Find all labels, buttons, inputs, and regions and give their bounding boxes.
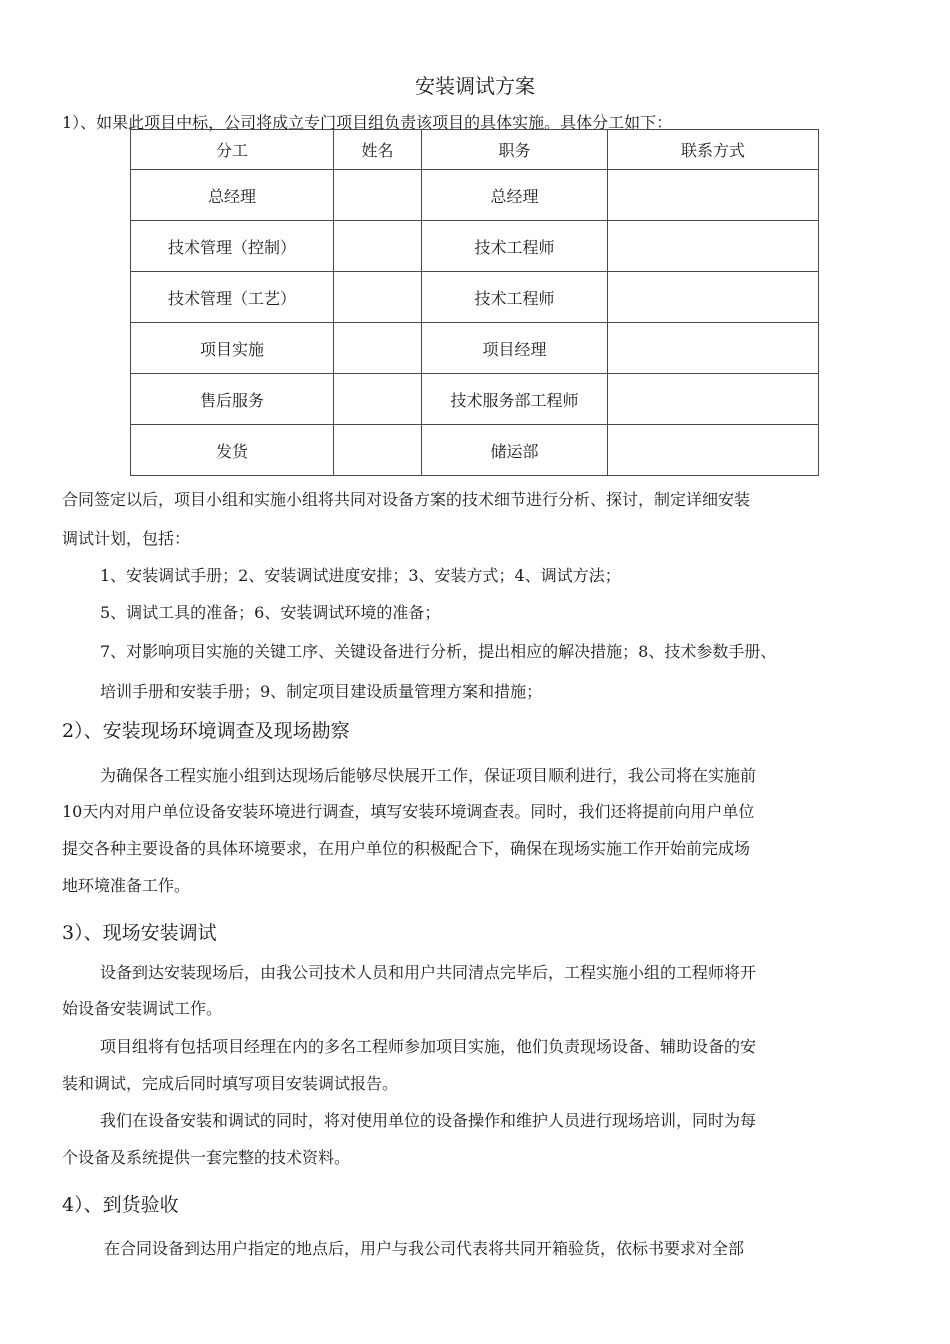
table-row <box>131 374 819 425</box>
header-name: 姓名 <box>334 130 422 170</box>
cell-name <box>334 323 422 374</box>
list-item: 1、安装调试手册；2、安装调试进度安排；3、安装方式；4、调试方法； <box>100 566 621 585</box>
header-position: 职务 <box>422 130 608 170</box>
body-text-line: 提交各种主要设备的具体环境要求，在用户单位的积极配合下，确保在现场实施工作开始前完成场 <box>62 839 751 858</box>
cell-contact <box>608 374 819 425</box>
cell-name <box>334 374 422 425</box>
cell-position: 总经理 <box>422 170 608 221</box>
body-text-line: 在合同设备到达用户指定的地点后，用户与我公司代表将共同开箱验货，依标书要求对全部 <box>104 1239 745 1258</box>
cell-name <box>334 221 422 272</box>
cell-division: 总经理 <box>131 170 334 221</box>
staff-table <box>130 129 819 476</box>
cell-division: 技术管理（控制） <box>131 221 334 272</box>
intro-line: 1）、如果此项目中标，公司将成立专门项目组负责该项目的具体实施。具体分工如下： <box>62 113 673 132</box>
cell-contact <box>608 272 819 323</box>
body-text-line: 合同签定以后，项目小组和实施小组将共同对设备方案的技术细节进行分析、探讨，制定详细安装 <box>62 490 751 509</box>
table-row <box>131 221 819 272</box>
body-text-line: 调试计划，包括： <box>62 529 191 548</box>
cell-division: 售后服务 <box>131 374 334 425</box>
cell-position: 技术工程师 <box>422 221 608 272</box>
cell-contact <box>608 425 819 476</box>
body-text-line: 设备到达安装现场后，由我公司技术人员和用户共同清点完毕后，工程实施小组的工程师将开 <box>100 963 757 982</box>
section-heading: 2）、安装现场环境调查及现场勘察 <box>62 720 350 742</box>
body-text-line: 个设备及系统提供一套完整的技术资料。 <box>62 1148 351 1167</box>
table-row <box>131 170 819 221</box>
body-text-line: 为确保各工程实施小组到达现场后能够尽快展开工作，保证项目顺利进行，我公司将在实施前 <box>100 766 757 785</box>
body-text-line: 装和调试，完成后同时填写项目安装调试报告。 <box>62 1074 399 1093</box>
cell-division: 发货 <box>131 425 334 476</box>
list-item: 7、对影响项目实施的关键工序、关键设备进行分析，提出相应的解决措施；8、技术参数手册、 <box>100 642 777 661</box>
cell-division: 项目实施 <box>131 323 334 374</box>
body-text-line: 我们在设备安装和调试的同时，将对使用单位的设备操作和维护人员进行现场培训，同时为每 <box>100 1111 757 1130</box>
table-row <box>131 272 819 323</box>
body-text-line: 10天内对用户单位设备安装环境进行调查，填写安装环境调查表。同时，我们还将提前向用户单位 <box>62 802 755 821</box>
cell-division: 技术管理（工艺） <box>131 272 334 323</box>
list-item: 培训手册和安装手册；9、制定项目建设质量管理方案和措施； <box>100 682 543 701</box>
body-text-line: 项目组将有包括项目经理在内的多名工程师参加项目实施，他们负责现场设备、辅助设备的安 <box>100 1037 757 1056</box>
cell-name <box>334 170 422 221</box>
body-text-line: 始设备安装调试工作。 <box>62 999 223 1018</box>
header-division: 分工 <box>131 130 334 170</box>
section-heading: 3）、现场安装调试 <box>62 922 217 944</box>
list-item: 5、调试工具的准备；6、安装调试环境的准备； <box>100 603 441 622</box>
section-heading: 4）、到货验收 <box>62 1194 179 1216</box>
page-title: 安装调试方案 <box>415 74 535 98</box>
cell-contact <box>608 170 819 221</box>
cell-position: 技术服务部工程师 <box>422 374 608 425</box>
cell-contact <box>608 323 819 374</box>
header-contact: 联系方式 <box>608 130 819 170</box>
cell-contact <box>608 221 819 272</box>
cell-name <box>334 425 422 476</box>
table-row <box>131 323 819 374</box>
body-text-line: 地环境准备工作。 <box>62 876 191 895</box>
table-row <box>131 425 819 476</box>
cell-position: 技术工程师 <box>422 272 608 323</box>
cell-name <box>334 272 422 323</box>
cell-position: 储运部 <box>422 425 608 476</box>
cell-position: 项目经理 <box>422 323 608 374</box>
table-header-row <box>131 130 819 170</box>
